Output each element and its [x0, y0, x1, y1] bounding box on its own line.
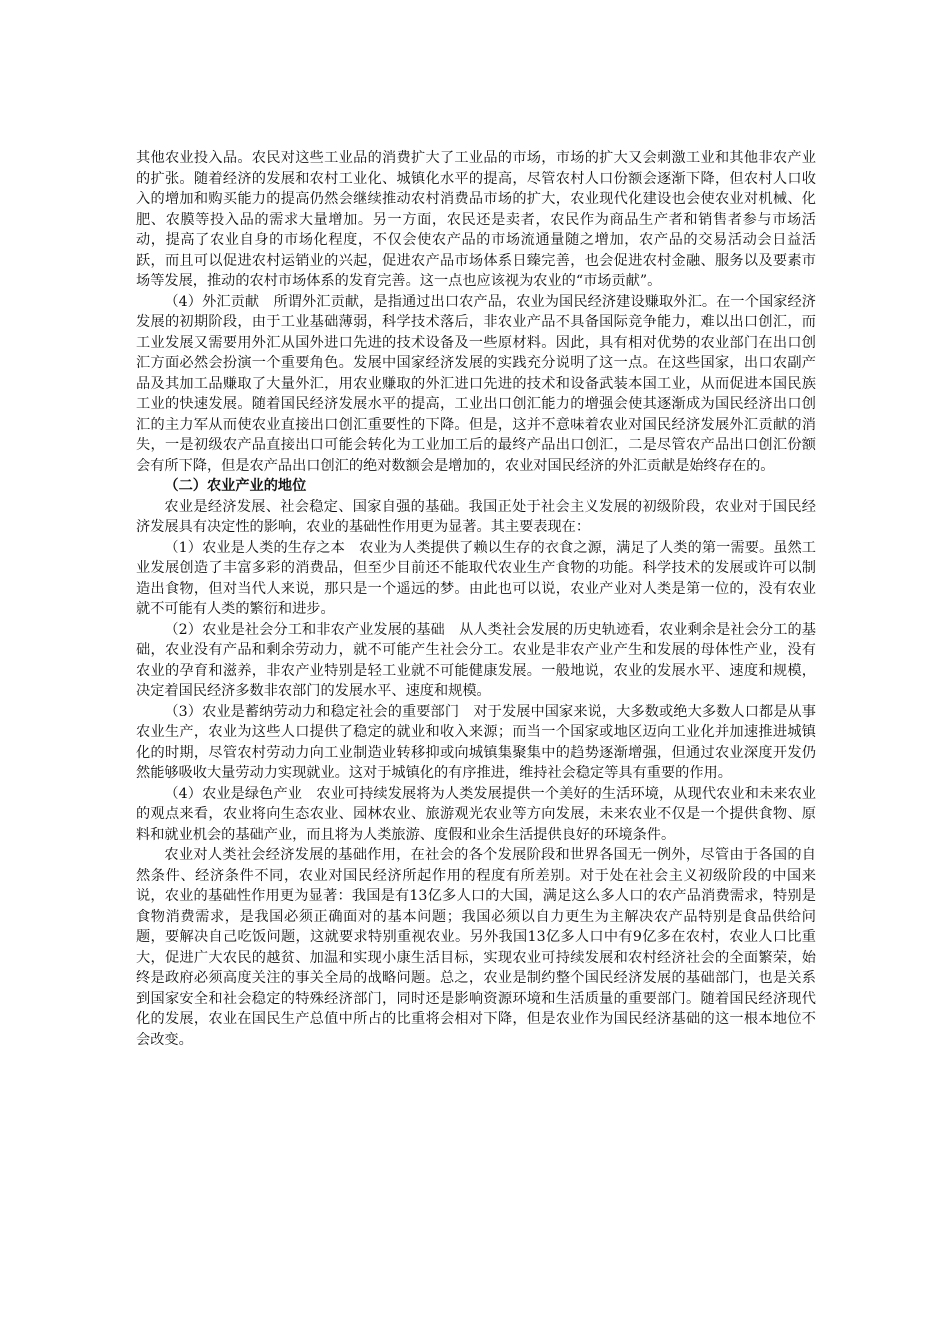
paragraph-point-3: （3）农业是蓄纳劳动力和稳定社会的重要部门 对于发展中国家来说，大多数或绝大多数人口都是从事农业生产，农业为这些人口提供了稳定的就业和收入来源；而当一个国家或地区迈向工业化并加速推进城镇化的时期，尽管农村劳动力向工业制造业转移抑或向城镇集聚集中的趋势逐渐增强，但通过农业深度开发仍然能够吸收大量劳动力实现就业。这对于城镇化的有序推进，维持社会稳定等具有重要的作用。: [136, 703, 816, 781]
paragraph-point-2: （2）农业是社会分工和非农产业发展的基础 从人类社会发展的历史轨迹看，农业剩余是社会分工的基础，农业没有产品和剩余劳动力，就不可能产生社会分工。农业是非农产业产生和发展的母体性产业，没有农业的孕育和滋养，非农产业特别是轻工业就不可能健康发展。一般地说，农业的发展水平、速度和规模，决定着国民经济多数非农部门的发展水平、速度和规模。: [136, 621, 816, 699]
paragraph-market-contribution: 其他农业投入品。农民对这些工业品的消费扩大了工业品的市场，市场的扩大又会刺激工业和其他非农产业的扩张。随着经济的发展和农村工业化、城镇化水平的提高，尽管农村人口份额会逐渐下降，但农村人口收入的增加和购买能力的提高仍然会继续推动农村消费品市场的扩大，农业现代化建设也会使农业对机械、化肥、农膜等投入品的需求大量增加。另一方面，农民还是卖者，农民作为商品生产者和销售者参与市场活动，提高了农业自身的市场化程度，不仅会使农产品的市场流通量随之增加，农产品的交易活动会日益活跃，而且可以促进农村运销业的兴起，促进农产品市场体系日臻完善，也会促进农村金融、服务以及要素市场等发展，推动的农村市场体系的发育完善。这一点也应该视为农业的“市场贡献”。: [136, 150, 816, 289]
paragraph-section-intro: 农业是经济发展、社会稳定、国家自强的基础。我国正处于社会主义发展的初级阶段，农业对于国民经济发展具有决定性的影响，农业的基础性作用更为显著。其主要表现在：: [136, 498, 816, 535]
paragraph-point-4: （4）农业是绿色产业 农业可持续发展将为人类发展提供一个美好的生活环境，从现代农业和未来农业的观点来看，农业将向生态农业、园林农业、旅游观光农业等方向发展，未来农业不仅是一个提供食物、原料和就业机会的基础产业，而且将为人类旅游、度假和业余生活提供良好的环境条件。: [136, 785, 816, 843]
paragraph-conclusion: 农业对人类社会经济发展的基础作用，在社会的各个发展阶段和世界各国无一例外，尽管由于各国的自然条件、经济条件不同，农业对国民经济所起作用的程度有所差别。对于处在社会主义初级阶段的中国来说，农业的基础性作用更为显著：我国是有13亿多人口的大国，满足这么多人口的农产品消费需求，特别是食物消费需求，是我国必须正确面对的基本问题；我国必须以自力更生为主解决农产品特别是食品供给问题，要解决自己吃饭问题，这就要求特别重视农业。另外我国13亿多人口中有9亿多在农村，农业人口比重大，促进广大农民的越贫、加温和实现小康生活目标，实现农业可持续发展和农村经济社会的全面繁荣，始终是政府必须高度关注的事关全局的战略问题。总之，农业是制约整个国民经济发展的基础部门，也是关系到国家安全和社会稳定的特殊经济部门，同时还是影响资源环境和生活质量的重要部门。随着国民经济现代化的发展，农业在国民生产总值中所占的比重将会相对下降，但是农业作为国民经济基础的这一根本地位不会改变。: [136, 847, 816, 1048]
document-body: [136, 148, 816, 1050]
section-heading: （二）农业产业的地位: [164, 478, 307, 494]
paragraph-point-1: （1）农业是人类的生存之本 农业为人类提供了赖以生存的衣食之源，满足了人类的第一需要。虽然工业发展创造了丰富多彩的消费品，但至少目前还不能取代农业生产食物的功能。科学技术的发展或许可以制造出食物，但对当代人来说，那只是一个遥远的梦。由此也可以说，农业产业对人类是第一位的，没有农业就不可能有人类的繁衍和进步。: [136, 539, 816, 617]
paragraph-forex-contribution: （4）外汇贡献 所谓外汇贡献，是指通过出口农产品，农业为国民经济建设赚取外汇。在一个国家经济发展的初期阶段，由于工业基础薄弱，科学技术落后，非农业产品不具备国际竞争能力，难以出口创汇，而工业发展又需要用外汇从国外进口先进的技术设备及一些原材料。因此，具有相对优势的农业部门在出口创汇方面必然会扮演一个重要角色。发展中国家经济发展的实践充分说明了这一点。在这些国家，出口农副产品及其加工品赚取了大量外汇，用农业赚取的外汇进口先进的技术和设备武装本国工业，从而促进本国民族工业的快速发展。随着国民经济发展水平的提高，工业出口创汇能力的增强会使其逐渐成为国民经济出口创汇的主力军从而使农业直接出口创汇重要性的下降。但是，这并不意味着农业对国民经济发展外汇贡献的消失，一是初级农产品直接出口可能会转化为工业加工后的最终产品出口创汇，二是尽管农产品出口创汇份额会有所下降，但是农产品出口创汇的绝对数额会是增加的，农业对国民经济的外汇贡献是始终存在的。: [136, 293, 816, 474]
